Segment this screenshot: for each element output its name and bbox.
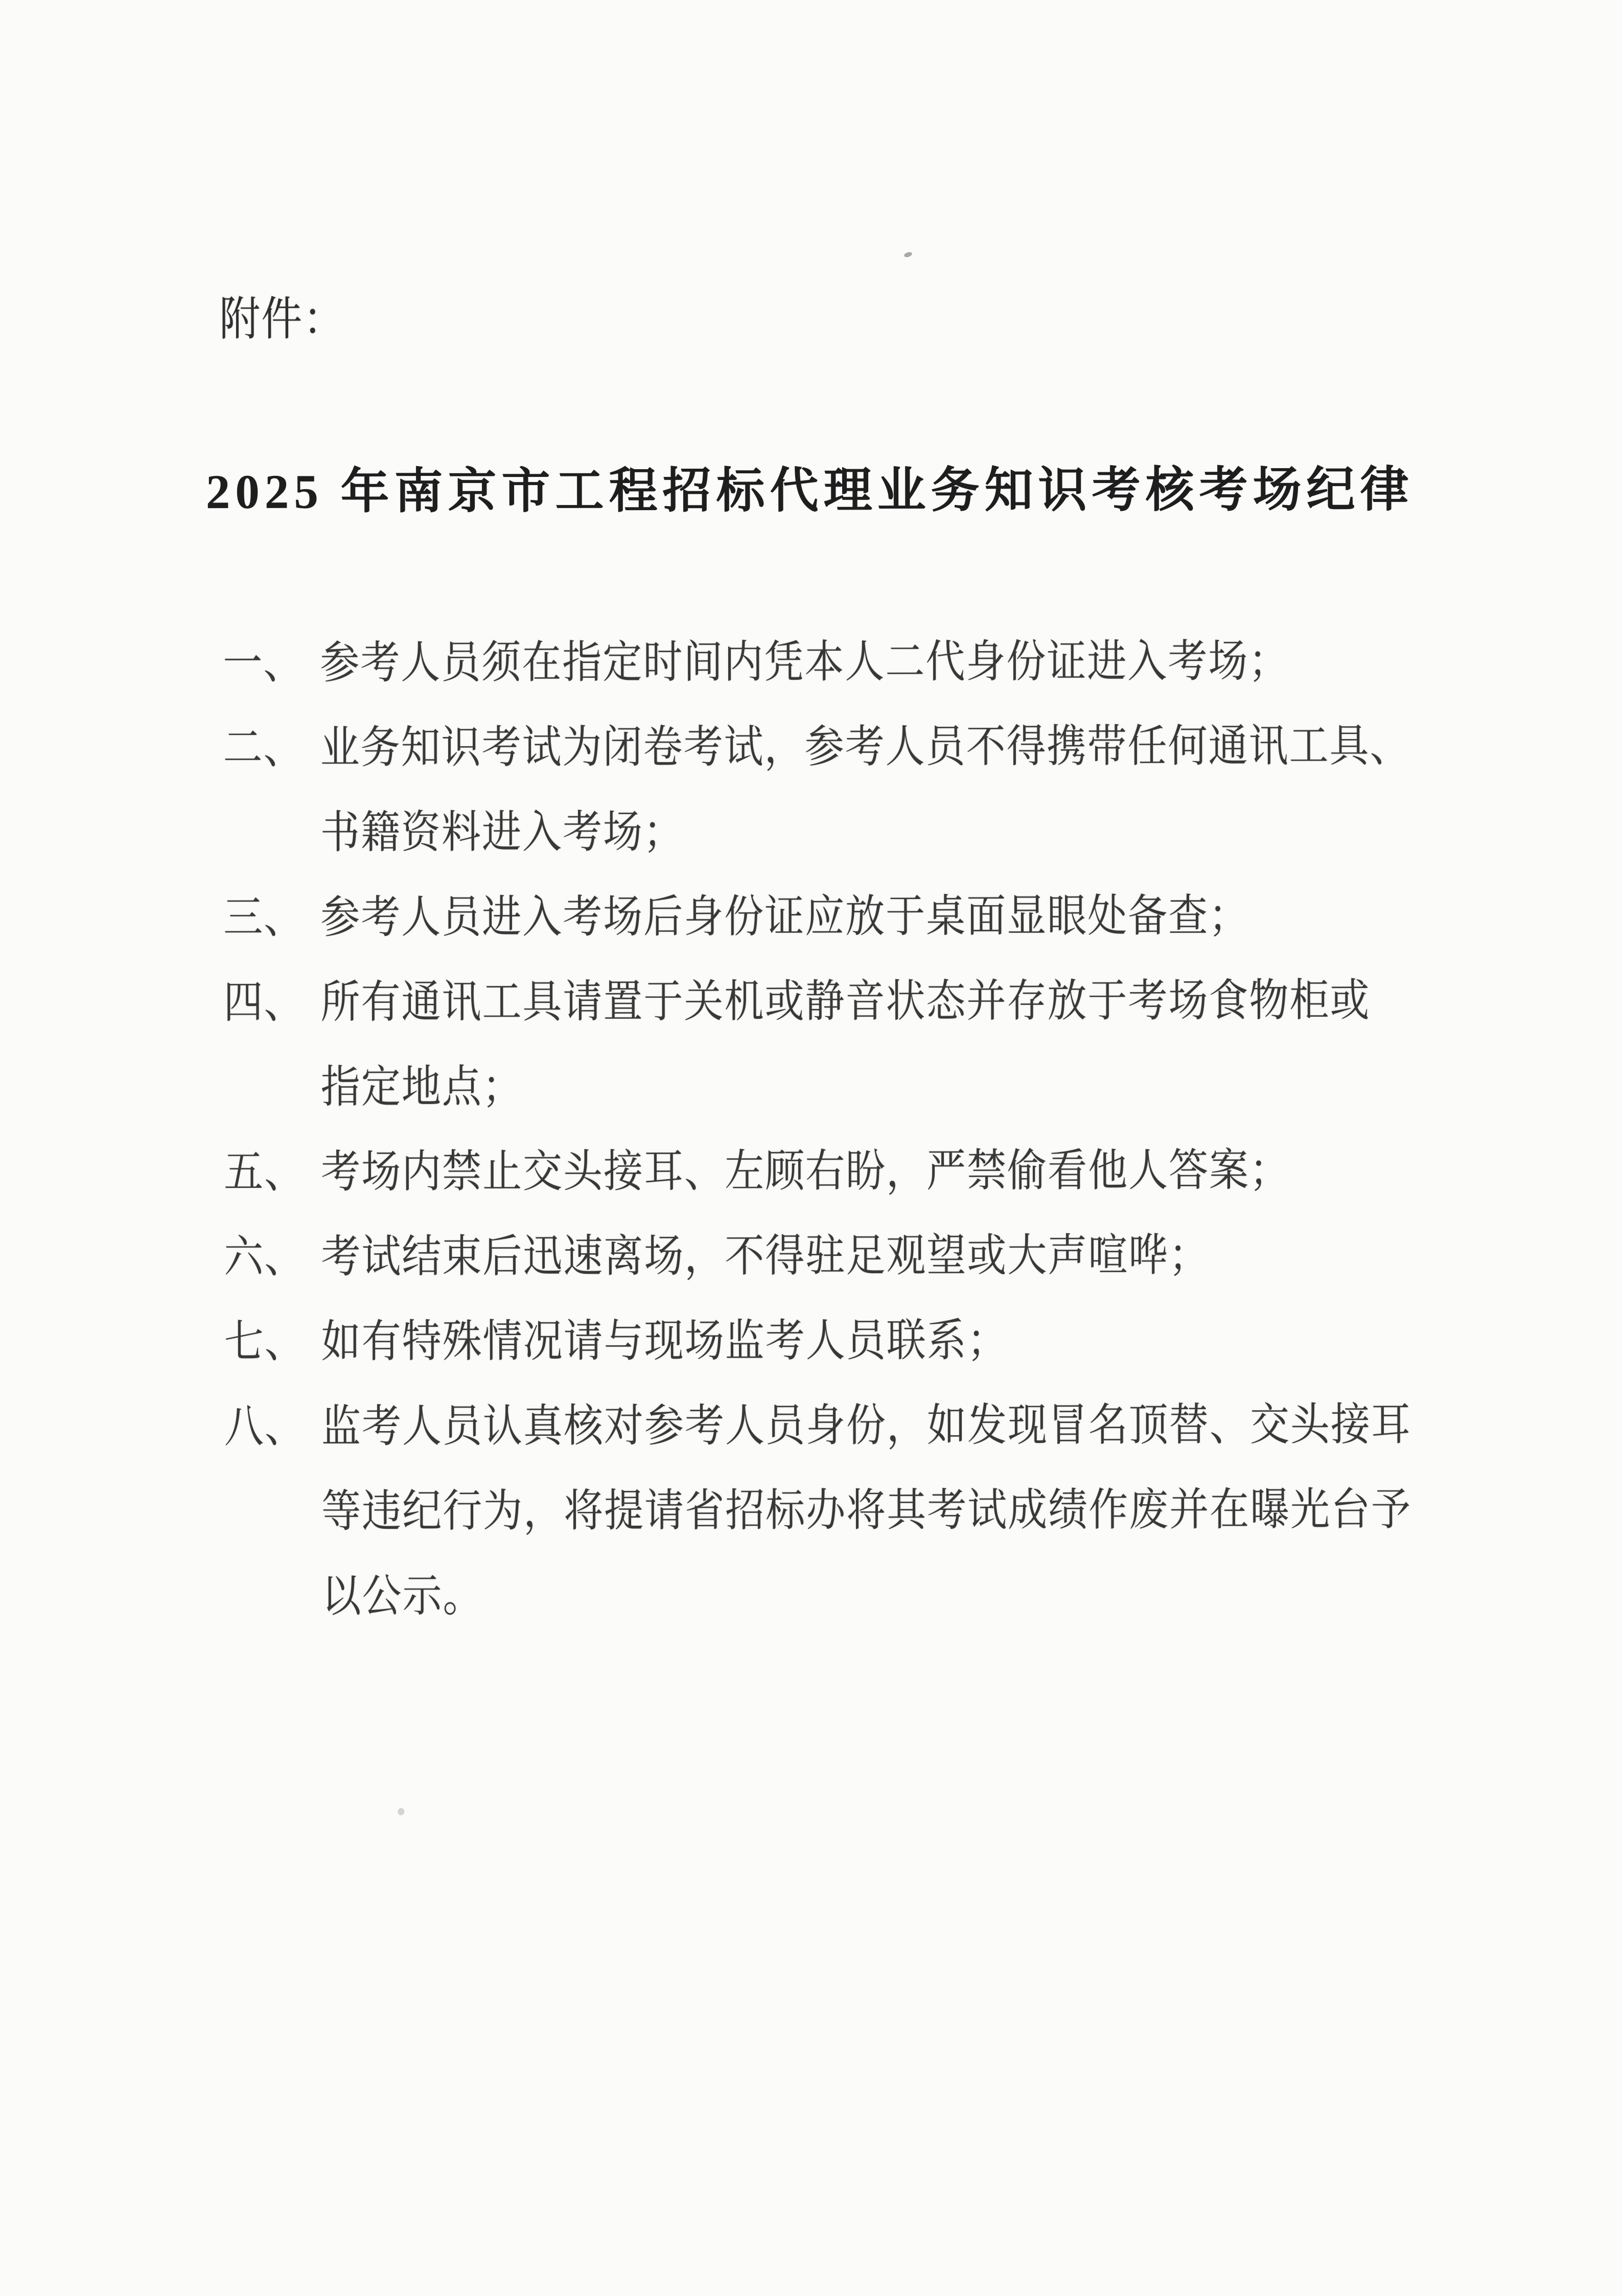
rule-line: [321, 1383, 1451, 1470]
rule-line-text: 等违纪行为，将提请省招标办将其考试成绩作废并在曝光台予: [321, 1484, 1412, 1536]
rule-number: [224, 1131, 321, 1215]
rule-line-text: 所有通讯工具请置于关机或静音状态并存放于考场食物柜或: [320, 975, 1371, 1027]
rule-number-text: 三、: [223, 892, 305, 943]
rule-line-text: 监考人员认真核对参考人员身份，如发现冒名顶替、交头接耳: [321, 1399, 1412, 1452]
rule-line: [320, 789, 1450, 876]
rule-line: [321, 1044, 1450, 1131]
rule-number-text: 八、: [224, 1401, 306, 1452]
rule-line-text: 以公示。: [321, 1571, 483, 1621]
rule-item: [223, 704, 1450, 876]
rule-line: [321, 1213, 1450, 1300]
rule-number: [223, 706, 320, 791]
rule-number: [223, 876, 320, 961]
attachment-label: [219, 292, 345, 349]
rule-line-text: 参考人员须在指定时间内凭本人二代身份证进入考场；: [320, 636, 1289, 688]
rule-line: [320, 959, 1450, 1046]
rule-number: [223, 961, 320, 1046]
rule-line: [320, 874, 1450, 961]
document-title: 2025 年南京市工程招标代理业务知识考核考场纪律: [205, 462, 1414, 519]
scan-speck-top: [903, 251, 913, 258]
rule-line: [321, 1298, 1451, 1385]
rule-line: [320, 704, 1449, 791]
rule-line-text: 考场内禁止交头接耳、左顾右盼，严禁偷看他人答案；: [320, 1145, 1290, 1197]
rule-line-text: 考试结束后迅速离场，不得驻足观望或大声喧哗；: [321, 1230, 1210, 1282]
rule-line: [321, 1129, 1450, 1215]
rule-line-text: 如有特殊情况请与现场监考人员联系；: [321, 1315, 1008, 1367]
rule-number-text: 四、: [223, 977, 305, 1028]
rule-line-text: 业务知识考试为闭卷考试，参考人员不得携带任何通讯工具、: [320, 721, 1410, 773]
rule-text: [320, 619, 1449, 706]
rule-line-text: 书籍资料进入考场；: [320, 807, 684, 858]
rule-line: [321, 1468, 1451, 1555]
rule-item: [224, 1213, 1450, 1300]
rule-number-text: 七、: [224, 1316, 305, 1367]
rule-text: [321, 1129, 1450, 1215]
rule-line: [320, 619, 1449, 706]
rule-text: [320, 959, 1450, 1131]
rule-number-text: 五、: [223, 1146, 305, 1198]
rule-item: [224, 1383, 1451, 1640]
rule-number-text: 二、: [223, 722, 304, 773]
rule-text: [321, 1298, 1451, 1385]
rule-number-text: 六、: [224, 1231, 305, 1282]
rule-item: [223, 619, 1449, 706]
rule-number: [224, 1385, 321, 1470]
rule-number: [224, 1215, 321, 1300]
rule-text: [321, 1213, 1450, 1300]
scan-speck-bottom: [398, 1808, 404, 1815]
rule-line-text: 参考人员进入考场后身份证应放于桌面显眼处备查；: [320, 890, 1249, 943]
rule-line-text: 指定地点；: [320, 1062, 523, 1112]
rule-number: [224, 1300, 321, 1385]
rule-text: [320, 704, 1450, 876]
rule-item: [224, 1298, 1451, 1385]
rule-line: [321, 1553, 1451, 1640]
rule-number-text: 一、: [223, 637, 304, 688]
rule-item: [224, 1129, 1450, 1215]
rule-text: [320, 874, 1450, 961]
rule-item: [223, 959, 1450, 1131]
attachment-label-text: 附件：: [219, 294, 345, 346]
rule-number: [223, 622, 320, 706]
rules-list: [223, 619, 1451, 1640]
rule-item: [223, 874, 1450, 961]
rule-text: [321, 1383, 1451, 1640]
